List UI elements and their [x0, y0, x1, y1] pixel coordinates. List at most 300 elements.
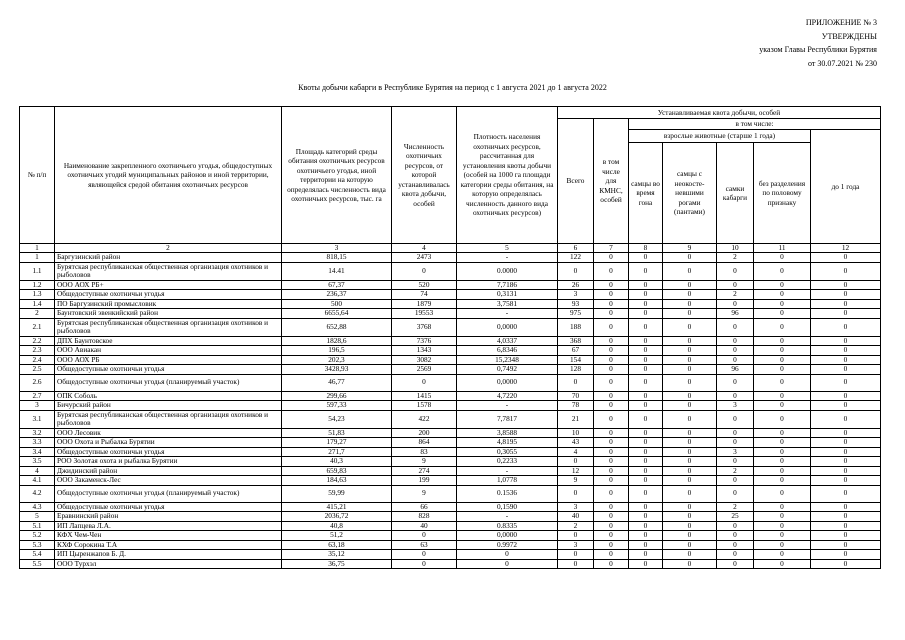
cell-males-velvet: 0 [663, 447, 717, 457]
header-num: № п/п [20, 107, 55, 244]
cell-total: 10 [558, 428, 594, 438]
cell-area: 179,27 [282, 438, 392, 448]
cell-under-1-year: 0 [811, 365, 881, 375]
cell-area: 63,18 [282, 540, 392, 550]
cell-name: ООО Охота и Рыбалка Бурятии [55, 438, 282, 448]
column-number: 12 [811, 244, 881, 253]
cell-area: 659,83 [282, 466, 392, 476]
cell-total: 26 [558, 280, 594, 290]
cell-under-1-year: 0 [811, 485, 881, 502]
cell-under-1-year: 0 [811, 438, 881, 448]
cell-males-velvet: 0 [663, 410, 717, 428]
cell-kmns: 0 [594, 336, 629, 346]
cell-total: 93 [558, 299, 594, 309]
cell-name: Бурятская республиканская общественная организация охотников и рыболовов [55, 318, 282, 336]
cell-males-velvet: 0 [663, 438, 717, 448]
cell-population: 2569 [392, 365, 457, 375]
cell-num: 5 [20, 512, 55, 522]
cell-total: 154 [558, 355, 594, 365]
cell-num: 5.3 [20, 540, 55, 550]
cell-total: 0 [558, 485, 594, 502]
cell-males-rut: 0 [629, 485, 663, 502]
cell-name: Бурятская республиканская общественная организация охотников и рыболовов [55, 410, 282, 428]
cell-kmns: 0 [594, 346, 629, 356]
cell-under-1-year: 0 [811, 280, 881, 290]
cell-name: ДПХ Баунтовское [55, 336, 282, 346]
cell-num: 4.3 [20, 502, 55, 512]
table-row [20, 262, 881, 280]
cell-females: 0 [717, 374, 754, 391]
cell-females: 0 [717, 346, 754, 356]
header-females: самки кабарги [717, 143, 754, 244]
cell-males-velvet: 0 [663, 502, 717, 512]
table-row [20, 290, 881, 300]
column-number: 1 [20, 244, 55, 253]
cell-under-1-year: 0 [811, 531, 881, 541]
cell-num: 1 [20, 253, 55, 263]
cell-no-sex: 0 [754, 365, 811, 375]
cell-num: 2.6 [20, 374, 55, 391]
cell-area: 67,37 [282, 280, 392, 290]
cell-males-rut: 0 [629, 521, 663, 531]
cell-males-rut: 0 [629, 299, 663, 309]
cell-females: 0 [717, 476, 754, 486]
table-row [20, 531, 881, 541]
cell-area: 271,7 [282, 447, 392, 457]
cell-total: 67 [558, 346, 594, 356]
cell-population: 40 [392, 521, 457, 531]
cell-kmns: 0 [594, 559, 629, 569]
cell-population: 7376 [392, 336, 457, 346]
cell-males-rut: 0 [629, 457, 663, 467]
cell-density: - [457, 401, 558, 411]
cell-under-1-year: 0 [811, 309, 881, 319]
cell-total: 3 [558, 502, 594, 512]
cell-under-1-year: 0 [811, 299, 881, 309]
cell-kmns: 0 [594, 318, 629, 336]
cell-males-rut: 0 [629, 391, 663, 401]
cell-area: 818,15 [282, 253, 392, 263]
cell-males-velvet: 0 [663, 550, 717, 560]
cell-males-velvet: 0 [663, 540, 717, 550]
cell-females: 2 [717, 290, 754, 300]
cell-area: 597,33 [282, 401, 392, 411]
cell-no-sex: 0 [754, 438, 811, 448]
cell-density: 0 [457, 559, 558, 569]
cell-kmns: 0 [594, 253, 629, 263]
cell-kmns: 0 [594, 428, 629, 438]
cell-name: ИП Лапцева Л.А. [55, 521, 282, 531]
cell-no-sex: 0 [754, 531, 811, 541]
cell-under-1-year: 0 [811, 253, 881, 263]
cell-num: 4 [20, 466, 55, 476]
cell-population: 1578 [392, 401, 457, 411]
cell-males-velvet: 0 [663, 521, 717, 531]
cell-no-sex: 0 [754, 502, 811, 512]
cell-females: 0 [717, 550, 754, 560]
cell-males-rut: 0 [629, 428, 663, 438]
cell-under-1-year: 0 [811, 457, 881, 467]
cell-num: 1.4 [20, 299, 55, 309]
cell-area: 184,63 [282, 476, 392, 486]
cell-density: 0,3131 [457, 290, 558, 300]
cell-no-sex: 0 [754, 280, 811, 290]
table-row [20, 512, 881, 522]
cell-area: 36,75 [282, 559, 392, 569]
table-row [20, 559, 881, 569]
cell-kmns: 0 [594, 457, 629, 467]
cell-area: 202,3 [282, 355, 392, 365]
cell-males-velvet: 0 [663, 299, 717, 309]
cell-area: 2036,72 [282, 512, 392, 522]
cell-name: ООО Авиакан [55, 346, 282, 356]
cell-name: ООО Турхэл [55, 559, 282, 569]
cell-no-sex: 0 [754, 336, 811, 346]
cell-females: 0 [717, 531, 754, 541]
cell-no-sex: 0 [754, 262, 811, 280]
table-row [20, 502, 881, 512]
cell-under-1-year: 0 [811, 466, 881, 476]
cell-area: 51,2 [282, 531, 392, 541]
cell-total: 12 [558, 466, 594, 476]
cell-num: 5.4 [20, 550, 55, 560]
cell-density: 15,2348 [457, 355, 558, 365]
cell-density: 0,0000 [457, 374, 558, 391]
cell-density: 0 [457, 550, 558, 560]
cell-kmns: 0 [594, 290, 629, 300]
cell-num: 2.4 [20, 355, 55, 365]
document-title: Квоты добычи кабарги в Республике Бурятия на период с 1 августа 2021 до 1 августа 2022 [298, 83, 607, 92]
header-males-velvet: самцы с неокосте-невшими рогами (пантами) [663, 143, 717, 244]
column-number: 5 [457, 244, 558, 253]
table-row [20, 540, 881, 550]
cell-no-sex: 0 [754, 457, 811, 467]
cell-total: 40 [558, 512, 594, 522]
cell-area: 35,12 [282, 550, 392, 560]
header-name: Наименование закрепленного охотничьего угодья, общедоступных охотничьих угодий муниципальных районов и иной территории, являющейся средой обитания охотничьих ресурсов [55, 107, 282, 244]
header-quota-group: Устанавливаемая квота добычи, особей [558, 107, 881, 119]
cell-area: 652,88 [282, 318, 392, 336]
cell-kmns: 0 [594, 476, 629, 486]
cell-num: 4.2 [20, 485, 55, 502]
cell-no-sex: 0 [754, 485, 811, 502]
cell-name: Общедоступные охотничьи угодья [55, 502, 282, 512]
cell-no-sex: 0 [754, 346, 811, 356]
cell-population: 1879 [392, 299, 457, 309]
cell-name: ОПК Соболь [55, 391, 282, 401]
cell-name: Общедоступные охотничьи угодья (планируемый участок) [55, 374, 282, 391]
cell-under-1-year: 0 [811, 476, 881, 486]
cell-population: 520 [392, 280, 457, 290]
cell-males-velvet: 0 [663, 559, 717, 569]
approval-block [759, 16, 877, 70]
cell-no-sex: 0 [754, 410, 811, 428]
cell-num: 3.3 [20, 438, 55, 448]
cell-under-1-year: 0 [811, 550, 881, 560]
table-row [20, 447, 881, 457]
cell-females: 0 [717, 318, 754, 336]
cell-females: 0 [717, 355, 754, 365]
cell-density: 0.8335 [457, 521, 558, 531]
cell-males-rut: 0 [629, 280, 663, 290]
header-including: в том числе: [629, 119, 881, 130]
cell-name: Общедоступные охотничьи угодья [55, 290, 282, 300]
cell-total: 128 [558, 365, 594, 375]
cell-males-rut: 0 [629, 346, 663, 356]
cell-males-rut: 0 [629, 262, 663, 280]
table-row [20, 428, 881, 438]
cell-population: 3768 [392, 318, 457, 336]
cell-no-sex: 0 [754, 466, 811, 476]
cell-total: 43 [558, 438, 594, 448]
header-population: Численность охотничьих ресурсов, от которой устанавливалась квота добычи, особей [392, 107, 457, 244]
cell-num: 3.1 [20, 410, 55, 428]
cell-under-1-year: 0 [811, 521, 881, 531]
cell-males-velvet: 0 [663, 401, 717, 411]
column-number: 10 [717, 244, 754, 253]
cell-under-1-year: 0 [811, 559, 881, 569]
cell-females: 0 [717, 391, 754, 401]
cell-name: ООО Закаменск-Лес [55, 476, 282, 486]
table-row [20, 550, 881, 560]
table-row [20, 457, 881, 467]
cell-kmns: 0 [594, 521, 629, 531]
cell-no-sex: 0 [754, 428, 811, 438]
cell-males-rut: 0 [629, 318, 663, 336]
cell-males-velvet: 0 [663, 290, 717, 300]
cell-males-rut: 0 [629, 410, 663, 428]
header-total: Всего [558, 119, 594, 244]
cell-no-sex: 0 [754, 401, 811, 411]
cell-kmns: 0 [594, 540, 629, 550]
cell-total: 0 [558, 374, 594, 391]
cell-num: 3.4 [20, 447, 55, 457]
cell-name: Джидинский район [55, 466, 282, 476]
cell-no-sex: 0 [754, 559, 811, 569]
table-body [20, 253, 881, 569]
cell-males-rut: 0 [629, 253, 663, 263]
cell-density: - [457, 466, 558, 476]
cell-males-rut: 0 [629, 466, 663, 476]
cell-density: - [457, 512, 558, 522]
cell-num: 5.2 [20, 531, 55, 541]
cell-under-1-year: 0 [811, 502, 881, 512]
cell-num: 1.2 [20, 280, 55, 290]
table-row [20, 401, 881, 411]
cell-kmns: 0 [594, 502, 629, 512]
cell-no-sex: 0 [754, 550, 811, 560]
cell-area: 40,3 [282, 457, 392, 467]
cell-density: 7,7186 [457, 280, 558, 290]
cell-no-sex: 0 [754, 299, 811, 309]
cell-males-rut: 0 [629, 309, 663, 319]
cell-males-rut: 0 [629, 512, 663, 522]
cell-kmns: 0 [594, 438, 629, 448]
cell-population: 422 [392, 410, 457, 428]
cell-density: 3,8588 [457, 428, 558, 438]
cell-density: 4,8195 [457, 438, 558, 448]
cell-kmns: 0 [594, 309, 629, 319]
cell-males-velvet: 0 [663, 391, 717, 401]
cell-total: 122 [558, 253, 594, 263]
cell-males-rut: 0 [629, 447, 663, 457]
cell-num: 2.1 [20, 318, 55, 336]
cell-name: Баунтовский эвенкийский район [55, 309, 282, 319]
cell-under-1-year: 0 [811, 262, 881, 280]
cell-females: 3 [717, 447, 754, 457]
cell-males-velvet: 0 [663, 476, 717, 486]
cell-density: 0.0000 [457, 262, 558, 280]
cell-kmns: 0 [594, 531, 629, 541]
table-row [20, 476, 881, 486]
header-kmns: в том числе для КМНС, особей [594, 119, 629, 244]
cell-num: 2.3 [20, 346, 55, 356]
cell-total: 0 [558, 531, 594, 541]
cell-density: 4,7220 [457, 391, 558, 401]
cell-density: 7,7817 [457, 410, 558, 428]
decree-label: указом Главы Республики Бурятия [759, 45, 877, 54]
cell-males-velvet: 0 [663, 318, 717, 336]
cell-name: Еравнинский район [55, 512, 282, 522]
table-row [20, 280, 881, 290]
cell-name: РОО Золотая охота и рыбалка Бурятии [55, 457, 282, 467]
cell-females: 0 [717, 299, 754, 309]
cell-under-1-year: 0 [811, 447, 881, 457]
column-number: 3 [282, 244, 392, 253]
cell-num: 5.1 [20, 521, 55, 531]
cell-num: 2.7 [20, 391, 55, 401]
cell-population: 864 [392, 438, 457, 448]
cell-males-velvet: 0 [663, 346, 717, 356]
column-number: 2 [55, 244, 282, 253]
cell-total: 368 [558, 336, 594, 346]
cell-num: 2 [20, 309, 55, 319]
cell-area: 196,5 [282, 346, 392, 356]
cell-females: 2 [717, 502, 754, 512]
cell-area: 236,37 [282, 290, 392, 300]
header-adults: взрослые животные (старше 1 года) [629, 130, 811, 143]
table-row [20, 521, 881, 531]
cell-total: 78 [558, 401, 594, 411]
cell-density: 0.1536 [457, 485, 558, 502]
cell-males-velvet: 0 [663, 253, 717, 263]
cell-population: 1343 [392, 346, 457, 356]
cell-num: 3.5 [20, 457, 55, 467]
cell-population: 200 [392, 428, 457, 438]
cell-area: 415,21 [282, 502, 392, 512]
cell-name: Общедоступные охотничьи угодья (планируемый участок) [55, 485, 282, 502]
cell-females: 2 [717, 466, 754, 476]
cell-females: 96 [717, 365, 754, 375]
column-number: 6 [558, 244, 594, 253]
cell-kmns: 0 [594, 262, 629, 280]
cell-females: 0 [717, 559, 754, 569]
cell-num: 3 [20, 401, 55, 411]
cell-males-velvet: 0 [663, 355, 717, 365]
cell-area: 6655,64 [282, 309, 392, 319]
cell-kmns: 0 [594, 550, 629, 560]
cell-males-velvet: 0 [663, 512, 717, 522]
cell-population: 9 [392, 485, 457, 502]
cell-kmns: 0 [594, 374, 629, 391]
cell-females: 0 [717, 336, 754, 346]
cell-females: 0 [717, 428, 754, 438]
cell-population: 2473 [392, 253, 457, 263]
cell-name: Общедоступные охотничьи угодья [55, 447, 282, 457]
table-row [20, 374, 881, 391]
cell-males-velvet: 0 [663, 280, 717, 290]
cell-total: 70 [558, 391, 594, 401]
cell-males-rut: 0 [629, 355, 663, 365]
quota-table [19, 106, 881, 569]
cell-females: 2 [717, 253, 754, 263]
cell-under-1-year: 0 [811, 318, 881, 336]
table-row [20, 466, 881, 476]
cell-total: 188 [558, 318, 594, 336]
cell-no-sex: 0 [754, 521, 811, 531]
cell-females: 0 [717, 485, 754, 502]
cell-kmns: 0 [594, 410, 629, 428]
cell-total: 0 [558, 550, 594, 560]
cell-num: 3.2 [20, 428, 55, 438]
cell-num: 2.5 [20, 365, 55, 375]
cell-males-velvet: 0 [663, 309, 717, 319]
cell-total: 0 [558, 559, 594, 569]
cell-density: 0.9972 [457, 540, 558, 550]
table-row [20, 318, 881, 336]
cell-under-1-year: 0 [811, 512, 881, 522]
cell-males-rut: 0 [629, 476, 663, 486]
cell-under-1-year: 0 [811, 336, 881, 346]
cell-population: 274 [392, 466, 457, 476]
cell-density: 4,0337 [457, 336, 558, 346]
cell-density: - [457, 309, 558, 319]
cell-males-rut: 0 [629, 401, 663, 411]
cell-no-sex: 0 [754, 355, 811, 365]
cell-males-velvet: 0 [663, 485, 717, 502]
appendix-label: ПРИЛОЖЕНИЕ № 3 [805, 18, 877, 27]
table-row [20, 438, 881, 448]
table-row [20, 299, 881, 309]
cell-population: 1415 [392, 391, 457, 401]
cell-males-rut: 0 [629, 502, 663, 512]
cell-density: 3,7581 [457, 299, 558, 309]
cell-density: 6,8346 [457, 346, 558, 356]
cell-no-sex: 0 [754, 253, 811, 263]
header-under-1-year: до 1 года [811, 130, 881, 244]
cell-males-rut: 0 [629, 559, 663, 569]
cell-population: 0 [392, 262, 457, 280]
table-row [20, 355, 881, 365]
cell-total: 3 [558, 290, 594, 300]
cell-kmns: 0 [594, 485, 629, 502]
cell-males-rut: 0 [629, 365, 663, 375]
cell-no-sex: 0 [754, 374, 811, 391]
cell-density: 0,1590 [457, 502, 558, 512]
cell-population: 0 [392, 531, 457, 541]
cell-num: 1.1 [20, 262, 55, 280]
cell-total: 0 [558, 262, 594, 280]
cell-total: 21 [558, 410, 594, 428]
cell-under-1-year: 0 [811, 410, 881, 428]
table-row [20, 346, 881, 356]
cell-males-velvet: 0 [663, 531, 717, 541]
cell-kmns: 0 [594, 447, 629, 457]
cell-num: 1.3 [20, 290, 55, 300]
table-row [20, 391, 881, 401]
table-row [20, 365, 881, 375]
cell-population: 19553 [392, 309, 457, 319]
